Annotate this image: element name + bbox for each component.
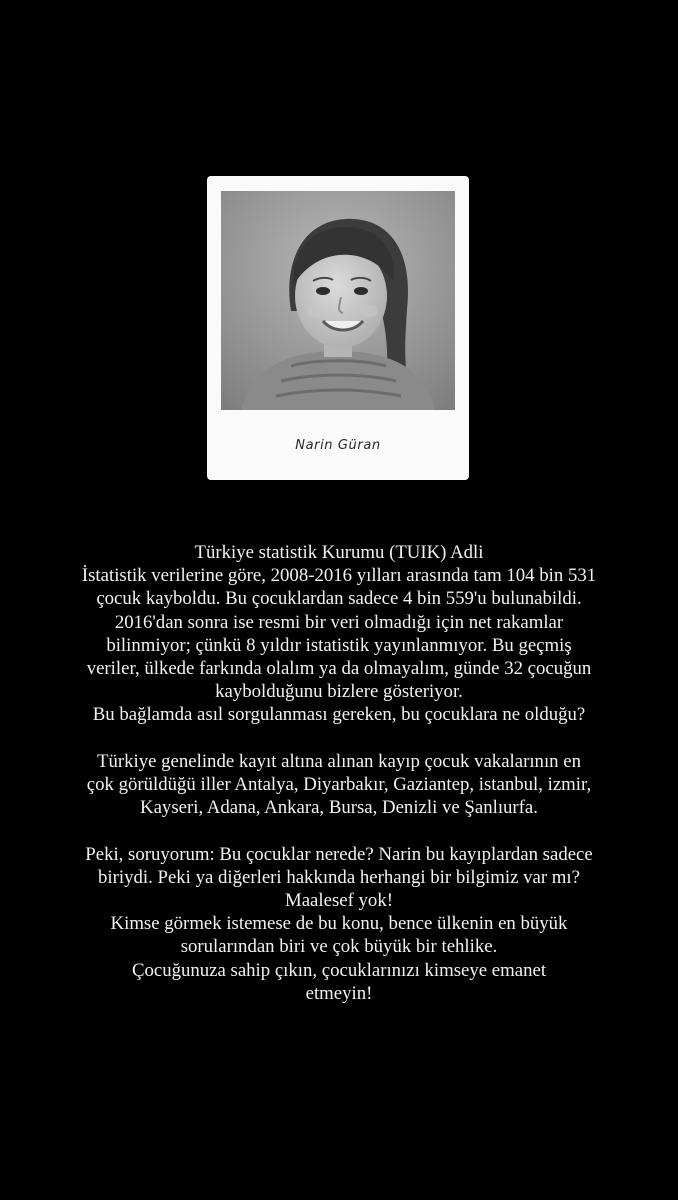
text-line: Türkiye genelinde kayıt altına alınan kayıp çocuk vakalarının en	[97, 750, 581, 772]
text-line: çocuk kayboldu. Bu çocuklardan sadece 4 bin 559'u bulunabildi.	[96, 588, 582, 610]
paragraph-gap	[20, 727, 658, 750]
text-line: çok görüldüğü iller Antalya, Diyarbakır, Gaziantep, istanbul, izmir,	[86, 774, 592, 796]
photo-caption: Narin Güran	[295, 438, 381, 453]
text-line: kaybolduğunu bizlere gösteriyor.	[215, 681, 463, 703]
text-line: Bu bağlamda asıl sorgulanması gereken, bu çocuklara ne olduğu?	[92, 704, 586, 726]
story-text	[20, 541, 658, 1005]
text-line: biriydi. Peki ya diğerleri hakkında herhangi bir bilgimiz var mı?	[98, 866, 580, 888]
text-line: İstatistik verilerine göre, 2008-2016 yılları arasında tam 104 bin 531	[81, 565, 597, 587]
text-line: veriler, ülkede farkında olalım ya da olmayalım, günde 32 çocuğun	[86, 658, 592, 680]
paragraph-gap	[20, 819, 658, 842]
text-line: Peki, soruyorum: Bu çocuklar nerede? Narin bu kayıplardan sadece	[85, 843, 593, 865]
text-line: etmeyin!	[305, 982, 373, 1004]
portrait-illustration	[221, 191, 455, 410]
text-line: bilinmiyor; çünkü 8 yıldır istatistik yayınlanmıyor. Bu geçmiş	[106, 634, 572, 656]
text-line: 2016'dan sonra ise resmi bir veri olmadığı için net rakamlar	[114, 611, 564, 633]
polaroid-photo-card	[207, 176, 469, 480]
text-line: sorularından biri ve çok büyük bir tehlike.	[180, 936, 498, 958]
text-line: Çocuğunuza sahip çıkın, çocuklarınızı kimseye emanet	[131, 959, 547, 981]
text-line: Kayseri, Adana, Ankara, Bursa, Denizli ve Şanlıurfa.	[140, 797, 538, 819]
text-line: Maalesef yok!	[285, 890, 393, 912]
text-line: Türkiye statistik Kurumu (TUIK) Adli	[194, 542, 484, 563]
text-line: Kimse görmek istemese de bu konu, bence ülkenin en büyük	[110, 913, 568, 935]
child-portrait-photo	[221, 191, 455, 410]
